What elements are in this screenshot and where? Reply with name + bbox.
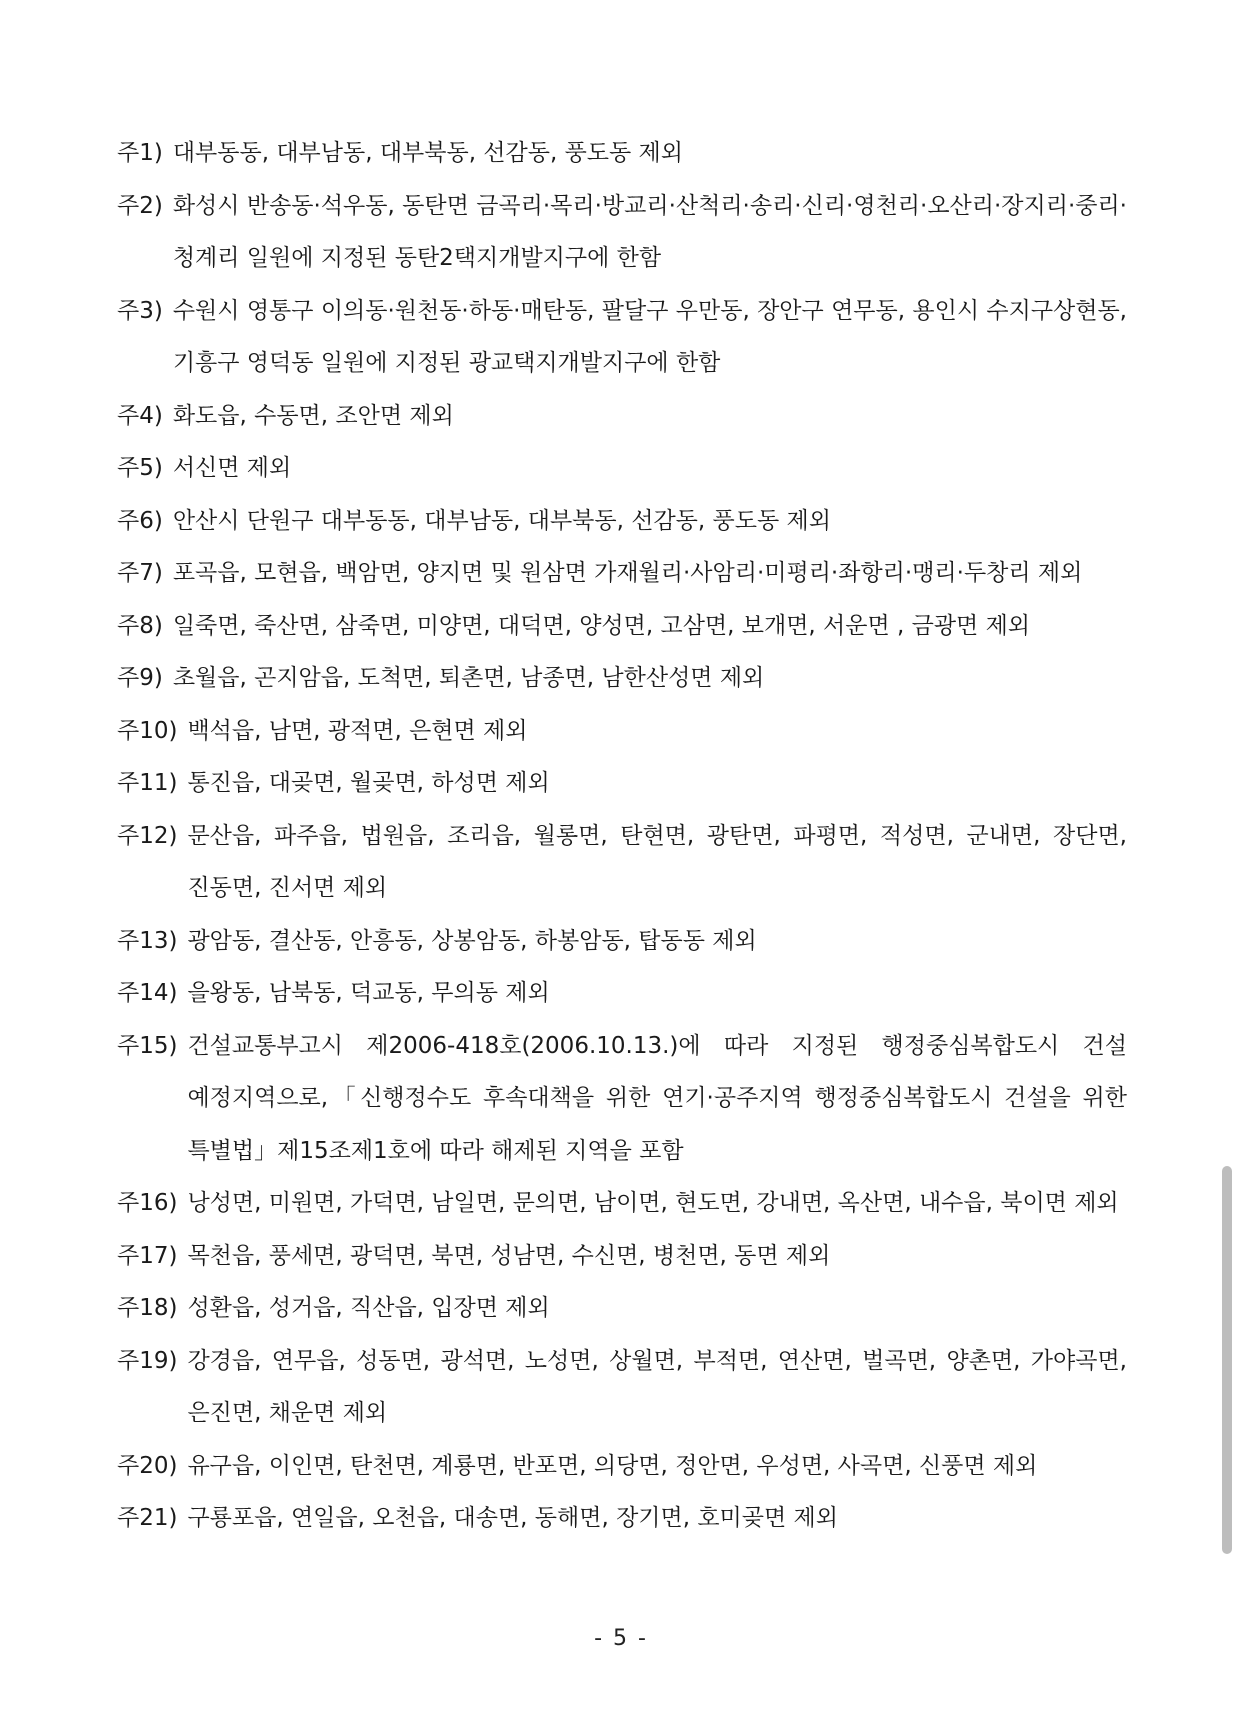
note-item bbox=[117, 915, 1127, 968]
note-text: 성환읍, 성거읍, 직산읍, 입장면 제외 bbox=[187, 1295, 550, 1321]
note-text: 건설교통부고시 제2006-418호(2006.10.13.)에 따라 지정된 행정중심복합도시 건설 예정지역으로,「신행정수도 후속대책을 위한 연기·공주지역 행정중심복합도시 건설을 위한 특별법」제15조제1호에 따라 해제된 지역을 포함 bbox=[187, 1032, 1127, 1164]
note-text: 강경읍, 연무읍, 성동면, 광석면, 노성면, 상월면, 부적면, 연산면, 벌곡면, 양촌면, 가야곡면, 은진면, 채운면 제외 bbox=[187, 1347, 1127, 1426]
note-item bbox=[117, 705, 1127, 758]
note-item bbox=[117, 1440, 1127, 1493]
note-text: 화도읍, 수동면, 조안면 제외 bbox=[172, 402, 454, 429]
note-label: 주11) bbox=[117, 770, 178, 796]
note-label: 주17) bbox=[117, 1242, 178, 1269]
note-label: 주14) bbox=[117, 980, 178, 1006]
note-item bbox=[117, 1335, 1127, 1440]
note-text: 수원시 영통구 이의동·원천동·하동·매탄동, 팔달구 우만동, 장안구 연무동, 용인시 수지구상현동, 기흥구 영덕동 일원에 지정된 광교택지개발지구에 한함 bbox=[172, 297, 1127, 376]
note-label: 주8) bbox=[117, 612, 163, 639]
note-label: 주4) bbox=[117, 402, 163, 429]
note-label: 주21) bbox=[117, 1505, 178, 1531]
note-label: 주12) bbox=[117, 822, 178, 849]
note-item bbox=[117, 967, 1127, 1020]
note-item bbox=[117, 442, 1127, 495]
note-label: 주7) bbox=[117, 560, 163, 586]
note-label: 주19) bbox=[117, 1347, 178, 1374]
note-text: 안산시 단원구 대부동동, 대부남동, 대부북동, 선감동, 풍도동 제외 bbox=[172, 507, 831, 534]
vertical-scrollbar[interactable] bbox=[1222, 1166, 1232, 1554]
note-text: 초월읍, 곤지암읍, 도척면, 퇴촌면, 남종면, 남한산성면 제외 bbox=[172, 665, 765, 691]
note-item bbox=[117, 757, 1127, 810]
note-item bbox=[117, 127, 1127, 180]
note-text: 일죽면, 죽산면, 삼죽면, 미양면, 대덕면, 양성면, 고삼면, 보개면, 서운면 , 금광면 제외 bbox=[172, 612, 1031, 639]
notes-list bbox=[117, 127, 1127, 1545]
note-text: 을왕동, 남북동, 덕교동, 무의동 제외 bbox=[187, 980, 550, 1006]
note-label: 주15) bbox=[117, 1032, 178, 1059]
note-item bbox=[117, 600, 1127, 653]
note-item bbox=[117, 1492, 1127, 1545]
note-item bbox=[117, 1230, 1127, 1283]
note-item bbox=[117, 652, 1127, 705]
note-text: 문산읍, 파주읍, 법원읍, 조리읍, 월롱면, 탄현면, 광탄면, 파평면, 적성면, 군내면, 장단면, 진동면, 진서면 제외 bbox=[187, 822, 1127, 901]
note-item bbox=[117, 285, 1127, 390]
note-item bbox=[117, 1282, 1127, 1335]
note-label: 주6) bbox=[117, 507, 163, 534]
note-text: 통진읍, 대곶면, 월곶면, 하성면 제외 bbox=[187, 770, 550, 796]
note-text: 광암동, 결산동, 안흥동, 상봉암동, 하봉암동, 탑동동 제외 bbox=[187, 927, 757, 954]
note-text: 백석읍, 남면, 광적면, 은현면 제외 bbox=[187, 717, 528, 744]
note-label: 주10) bbox=[117, 717, 178, 744]
note-label: 주1) bbox=[117, 140, 163, 166]
note-text: 포곡읍, 모현읍, 백암면, 양지면 및 원삼면 가재월리·사암리·미평리·좌항리·맹리·두창리 제외 bbox=[172, 560, 1083, 586]
note-item bbox=[117, 390, 1127, 443]
note-label: 주2) bbox=[117, 192, 163, 219]
page-number: - 5 - bbox=[594, 1626, 648, 1651]
note-text: 낭성면, 미원면, 가덕면, 남일면, 문의면, 남이면, 현도면, 강내면, 옥산면, 내수읍, 북이면 제외 bbox=[187, 1190, 1119, 1216]
note-item bbox=[117, 1020, 1127, 1178]
note-label: 주20) bbox=[117, 1452, 178, 1479]
note-text: 서신면 제외 bbox=[172, 455, 292, 481]
note-item bbox=[117, 495, 1127, 548]
note-item bbox=[117, 1177, 1127, 1230]
note-label: 주18) bbox=[117, 1295, 178, 1321]
note-text: 대부동동, 대부남동, 대부북동, 선감동, 풍도동 제외 bbox=[172, 140, 683, 166]
note-item bbox=[117, 547, 1127, 600]
note-text: 구룡포읍, 연일읍, 오천읍, 대송면, 동해면, 장기면, 호미곶면 제외 bbox=[187, 1505, 838, 1531]
note-label: 주16) bbox=[117, 1190, 178, 1216]
note-item bbox=[117, 810, 1127, 915]
note-text: 목천읍, 풍세면, 광덕면, 북면, 성남면, 수신면, 병천면, 동면 제외 bbox=[187, 1242, 831, 1269]
note-text: 화성시 반송동·석우동, 동탄면 금곡리·목리·방교리·산척리·송리·신리·영천리·오산리·장지리·중리·청계리 일원에 지정된 동탄2택지개발지구에 한함 bbox=[172, 192, 1127, 271]
note-label: 주5) bbox=[117, 455, 163, 481]
note-label: 주13) bbox=[117, 927, 178, 954]
note-text: 유구읍, 이인면, 탄천면, 계룡면, 반포면, 의당면, 정안면, 우성면, 사곡면, 신풍면 제외 bbox=[187, 1452, 1038, 1479]
note-label: 주3) bbox=[117, 297, 163, 324]
note-item bbox=[117, 180, 1127, 285]
note-label: 주9) bbox=[117, 665, 163, 691]
